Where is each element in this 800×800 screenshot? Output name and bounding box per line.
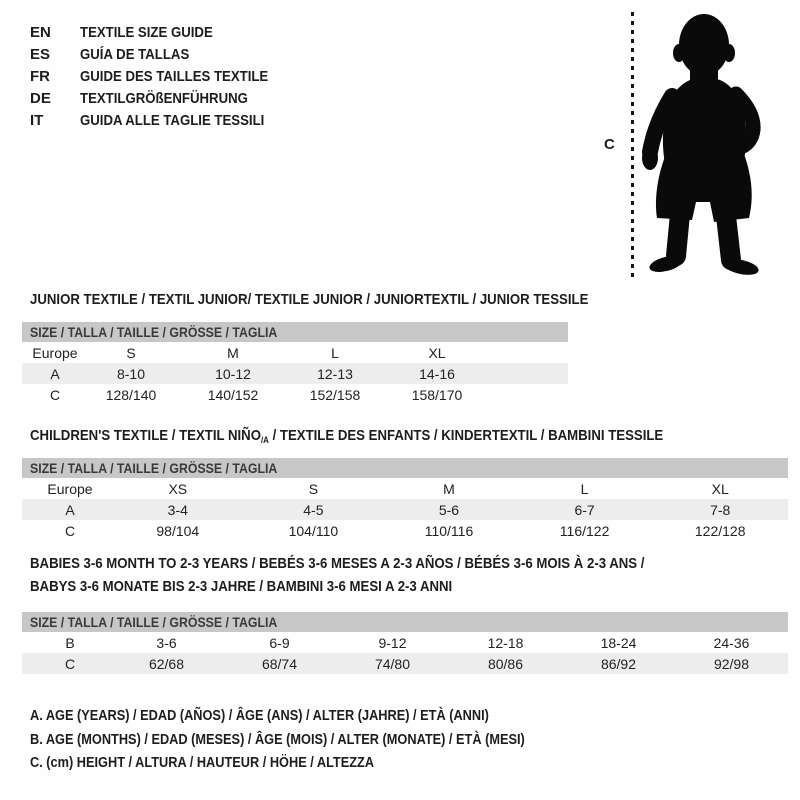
size-cell: 80/86 bbox=[487, 655, 524, 672]
size-cell: 158/170 bbox=[411, 386, 463, 403]
size-header-bar: SIZE / TALLA / TAILLE / GRÖSSE / TAGLIA bbox=[22, 322, 568, 342]
row-label: C bbox=[49, 386, 61, 403]
footnote-b: B. AGE (MONTHS) / EDAD (MESES) / ÂGE (MOIS) / ALTER (MONATE) / ETÀ (MESI) bbox=[30, 731, 525, 748]
size-cell: 3-6 bbox=[156, 634, 177, 651]
language-label: GUIDE DES TAILLES TEXTILE bbox=[80, 67, 269, 85]
size-cell: 104/110 bbox=[288, 522, 339, 539]
children-size-table bbox=[22, 458, 788, 541]
size-cell: 5-6 bbox=[438, 501, 460, 518]
figure-measure-label: C bbox=[604, 136, 615, 153]
size-cell: 24-36 bbox=[713, 634, 750, 651]
size-cell: 74/80 bbox=[374, 655, 411, 672]
language-code: ES bbox=[30, 45, 51, 63]
size-cell: 12-13 bbox=[317, 365, 353, 382]
row-label: A bbox=[50, 365, 60, 382]
footnotes-block bbox=[30, 705, 592, 776]
size-cell: 68/74 bbox=[261, 655, 298, 672]
babies-size-table bbox=[22, 612, 788, 674]
size-cell: 8-10 bbox=[116, 365, 146, 382]
size-cell: 116/122 bbox=[559, 522, 610, 539]
table-row-a bbox=[22, 363, 568, 384]
size-cell: 4-5 bbox=[303, 501, 324, 518]
size-cell: M bbox=[227, 344, 239, 361]
size-header-bar: SIZE / TALLA / TAILLE / GRÖSSE / TAGLIA bbox=[22, 458, 788, 478]
size-cell: 92/98 bbox=[713, 655, 750, 672]
children-section-title: CHILDREN'S TEXTILE / TEXTIL $NIÑO_{/A}$ / TEXTILE DES ENFANTS / KINDERTEXTIL / BAMBINI TESSILE bbox=[30, 427, 664, 445]
table-row-c bbox=[22, 653, 788, 674]
row-label: Europe bbox=[32, 344, 78, 361]
language-label: TEXTILE SIZE GUIDE bbox=[80, 23, 213, 41]
title-subscript: /A bbox=[260, 435, 269, 445]
row-label: A bbox=[65, 501, 75, 518]
language-code: IT bbox=[30, 111, 44, 129]
size-cell: M bbox=[443, 480, 455, 497]
size-cell: 122/128 bbox=[694, 522, 746, 539]
size-cell: S bbox=[126, 344, 136, 361]
size-header-bar: SIZE / TALLA / TAILLE / GRÖSSE / TAGLIA bbox=[22, 612, 788, 632]
size-cell: 152/158 bbox=[309, 386, 361, 403]
size-cell: XS bbox=[168, 480, 188, 497]
size-cell: 9-12 bbox=[378, 634, 407, 651]
language-header-block bbox=[30, 21, 294, 131]
size-cell: S bbox=[308, 480, 319, 497]
table-row-b bbox=[22, 632, 788, 653]
language-row-es bbox=[30, 43, 294, 65]
size-cell: XL bbox=[711, 480, 729, 497]
table-row-europe bbox=[22, 478, 788, 499]
height-measure-line bbox=[631, 12, 634, 278]
language-label: GUÍA DE TALLAS bbox=[80, 45, 190, 63]
toddler-silhouette-icon bbox=[640, 6, 770, 278]
language-label: GUIDA ALLE TAGLIE TESSILI bbox=[80, 111, 265, 129]
row-label: C bbox=[64, 522, 76, 539]
row-label: Europe bbox=[47, 480, 93, 497]
table-row-c bbox=[22, 384, 568, 405]
row-label: B bbox=[65, 634, 75, 651]
size-cell: 140/152 bbox=[207, 386, 259, 403]
size-cell: L bbox=[580, 480, 589, 497]
size-cell: 110/116 bbox=[424, 522, 474, 539]
size-cell: 128/140 bbox=[105, 386, 157, 403]
table-row-a bbox=[22, 499, 788, 520]
language-code: DE bbox=[30, 89, 51, 107]
language-row-it bbox=[30, 109, 294, 131]
language-code: EN bbox=[30, 23, 51, 41]
language-label: TEXTILGRÖßENFÜHRUNG bbox=[80, 89, 248, 107]
size-cell: 18-24 bbox=[600, 634, 637, 651]
junior-section-title: JUNIOR TEXTILE / TEXTIL JUNIOR/ TEXTILE JUNIOR / JUNIORTEXTIL / JUNIOR TESSILE bbox=[30, 291, 589, 308]
size-cell: XL bbox=[428, 344, 446, 361]
language-row-fr bbox=[30, 65, 294, 87]
size-cell: 3-4 bbox=[167, 501, 188, 518]
table-row-c bbox=[22, 520, 788, 541]
babies-section-title-line1: BABIES 3-6 MONTH TO 2-3 YEARS / BEBÉS 3-6 MESES A 2-3 AÑOS / BÉBÉS 3-6 MOIS À 2-3 ANS / bbox=[30, 555, 645, 572]
row-label: C bbox=[64, 655, 76, 672]
language-row-de bbox=[30, 87, 294, 109]
size-cell: 6-7 bbox=[574, 501, 595, 518]
junior-size-table bbox=[22, 322, 568, 405]
size-cell: L bbox=[331, 344, 339, 361]
size-cell: 7-8 bbox=[710, 501, 731, 518]
babies-section-title-line2: BABYS 3-6 MONATE BIS 2-3 JAHRE / BAMBINI 3-6 MESI A 2-3 ANNI bbox=[30, 578, 453, 595]
size-cell: 86/92 bbox=[600, 655, 637, 672]
language-code: FR bbox=[30, 67, 50, 85]
footnote-a: A. AGE (YEARS) / EDAD (AÑOS) / ÂGE (ANS) / ALTER (JAHRE) / ETÀ (ANNI) bbox=[30, 708, 489, 724]
size-cell: 62/68 bbox=[148, 655, 185, 672]
table-row-europe bbox=[22, 342, 568, 363]
language-row-en bbox=[30, 21, 294, 43]
size-cell: 14-16 bbox=[419, 365, 455, 382]
size-cell: 98/104 bbox=[156, 522, 200, 539]
size-cell: 10-12 bbox=[215, 365, 251, 382]
footnote-c: C. (cm) HEIGHT / ALTURA / HAUTEUR / HÖHE / ALTEZZA bbox=[30, 755, 375, 771]
size-cell: 6-9 bbox=[269, 634, 290, 651]
size-cell: 12-18 bbox=[487, 634, 524, 651]
